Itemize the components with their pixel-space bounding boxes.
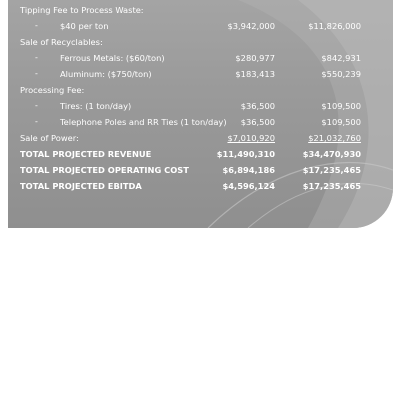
row-label: Tipping Fee to Process Waste: [20, 5, 144, 15]
table-row [8, 34, 393, 50]
row-label: Ferrous Metals: ($60/ton) [60, 53, 165, 63]
row-label: TOTAL PROJECTED OPERATING COST [20, 165, 189, 175]
row-value-1: $11,490,310 [216, 149, 275, 159]
row-label: Sale of Recyclables: [20, 37, 103, 47]
row-value-2: $550,239 [321, 69, 361, 79]
row-label: Aluminum: ($750/ton) [60, 69, 152, 79]
row-label: Sale of Power: [20, 133, 79, 143]
row-value-2: $109,500 [321, 101, 361, 111]
row-value-2: $842,931 [321, 53, 361, 63]
table-row [8, 82, 393, 98]
row-value-2: $21,032,760 [308, 133, 361, 143]
table-row [8, 66, 393, 82]
row-value-2: $34,470,930 [302, 149, 361, 159]
table-row [8, 130, 393, 146]
table-row [8, 114, 393, 130]
row-label: TOTAL PROJECTED REVENUE [20, 149, 152, 159]
row-value-1: $3,942,000 [227, 21, 275, 31]
table-row [8, 50, 393, 66]
table-row [8, 18, 393, 34]
row-value-1: $183,413 [235, 69, 275, 79]
row-value-1: $36,500 [240, 117, 275, 127]
row-label: $40 per ton [60, 21, 109, 31]
row-bullet: - [35, 21, 38, 30]
table-row [8, 98, 393, 114]
table-row-total [8, 146, 393, 162]
row-label: Telephone Poles and RR Ties (1 ton/day) [60, 117, 227, 127]
row-bullet: - [35, 69, 38, 78]
table-row-total [8, 178, 393, 194]
row-value-2: $17,235,465 [302, 165, 361, 175]
row-bullet: - [35, 53, 38, 62]
row-value-1: $280,977 [235, 53, 275, 63]
row-value-2: $17,235,465 [302, 181, 361, 191]
row-value-1: $6,894,186 [222, 165, 275, 175]
financial-summary-panel [8, 0, 393, 228]
row-value-2: $11,826,000 [308, 21, 361, 31]
table-row-total [8, 162, 393, 178]
row-bullet: - [35, 101, 38, 110]
row-label: Processing Fee: [20, 85, 85, 95]
row-label: TOTAL PROJECTED EBITDA [20, 181, 142, 191]
row-value-1: $4,596,124 [222, 181, 275, 191]
row-bullet: - [35, 117, 38, 126]
row-value-1: $36,500 [240, 101, 275, 111]
row-value-1: $7,010,920 [227, 133, 275, 143]
table-row [8, 2, 393, 18]
row-label: Tires: (1 ton/day) [60, 101, 132, 111]
row-value-2: $109,500 [321, 117, 361, 127]
